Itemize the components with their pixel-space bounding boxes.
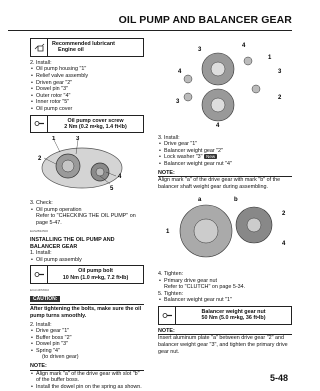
step-2-item-6: • Inner rotor "5" [30, 99, 144, 106]
fig1-label-4: 4 [242, 43, 246, 49]
install-step-2-item-3: • Dowel pin "3" [30, 341, 144, 348]
install-step-2-item-4: • Spring "4" [30, 348, 144, 355]
right-note-1-text: Align mark "a" of the drive gear with mark "b" of the balancer shaft weight gear during assembling. [158, 177, 281, 190]
fig-label-1: 1 [52, 136, 56, 143]
install-step-2-item-1: • Drive gear "1" [30, 328, 144, 335]
section-code: EAS2B32500 [30, 229, 49, 234]
oil-pump-figure [30, 136, 144, 197]
fig2-label-2: 2 [282, 211, 286, 218]
lubricant-label: Recommended lubricant [52, 41, 115, 47]
fig1-label-3c: 3 [176, 99, 180, 105]
fig-label-3: 3 [76, 136, 80, 143]
wrench-icon [31, 266, 48, 283]
step-2-item-4: • Dowel pin "3" [30, 86, 144, 93]
oil-can-icon [31, 39, 48, 56]
left-column [30, 36, 144, 390]
right-note-1-heading: NOTE: [158, 170, 292, 178]
right-step-3-item-4: • Balancer weight gear nut "4" [158, 161, 292, 168]
install-step-2-head: 2. Install: [30, 321, 52, 328]
page-header [8, 14, 292, 31]
right-note-2-text: Insert aluminum plate "a" between drive gear "2" and balancer weight gear "3", and tighten the primary drive gear nut. [158, 335, 288, 355]
right-step-3-item-1: • Drive gear "1" [158, 141, 292, 148]
fig2-label-1: 1 [166, 229, 170, 236]
step-3-head: 3. Check: [30, 199, 53, 206]
step-3-item: • Oil pump operation [30, 207, 144, 214]
fig-label-5: 5 [110, 186, 114, 193]
install-step-1-head: 1. Install: [30, 250, 52, 257]
fig2-label-4: 4 [282, 241, 286, 248]
torque-box-1 [30, 115, 144, 134]
balancer-exploded-figure [158, 39, 292, 132]
fig1-label-4b: 4 [178, 69, 182, 75]
step-2-item-2: • Relief valve assembly [30, 73, 144, 80]
step-3-ref-2: page 5-47. [36, 219, 62, 226]
torque-2-label: Oil pump bolt [78, 268, 113, 275]
lock-washer-label: Lock washer "3" [164, 154, 203, 161]
step-3-ref-1: Refer to "CHECKING THE OIL PUMP" on [36, 213, 136, 220]
right-column [158, 36, 292, 355]
right-step-3-head: 3. Install: [158, 134, 180, 141]
right-step-4-ref: Refer to "CLUTCH" on page 5-34. [164, 284, 246, 291]
right-step-5-item: • Balancer weight gear nut "1" [158, 297, 292, 304]
torque-3-value: 50 Nm (5.0 m•kg, 36 ft•lb) [201, 315, 266, 322]
fig2-label-b: b [234, 197, 238, 204]
fig-label-2: 2 [38, 156, 42, 163]
step-2-item-3: • Driven gear "2" [30, 80, 144, 87]
torque-box-2 [30, 265, 144, 284]
note-item-1: • Align mark "a" of the drive gear with slot "b" of the buffer boss. [30, 371, 144, 384]
torque-3-label: Balancer weight gear nut [201, 308, 266, 315]
note-heading: NOTE: [30, 363, 144, 371]
torque-box-3 [158, 306, 292, 325]
caution-code: ECA13PM002 [30, 288, 50, 293]
right-step-4-item: • Primary drive gear nut [158, 278, 292, 285]
right-step-3-item-2: • Balancer weight gear "2" [158, 148, 292, 155]
install-step-2-sub: (to driven gear) [42, 354, 79, 361]
lubricant-value: Engine oil [58, 47, 84, 54]
section-heading-2: BALANCER GEAR [30, 243, 78, 250]
right-step-4-head: 4. Tighten: [158, 270, 184, 277]
caution-text: After tightening the bolts, make sure the oil pump turns smoothly. [30, 304, 144, 319]
right-step-5-head: 5. Tighten: [158, 290, 184, 297]
step-2-item-7: • Oil pump cover [30, 106, 144, 113]
fig2-label-a: a [198, 197, 202, 204]
page-number: 5-48 [269, 373, 288, 383]
right-note-2-heading: NOTE: [158, 328, 292, 336]
fig1-label-4c: 4 [216, 123, 220, 129]
torque-2-value: 10 Nm (1.0 m•kg, 7.2 ft•lb) [62, 274, 129, 281]
fig-label-4: 4 [118, 174, 122, 181]
install-step-2-item-2: • Buffer boss "2" [30, 335, 144, 342]
torque-1-value: 2 Nm (0.2 m•kg, 1.4 ft•lb) [64, 123, 127, 130]
lubricant-box [30, 38, 144, 57]
fig1-label-1: 1 [268, 55, 272, 61]
right-step-3-item-3 [158, 154, 292, 161]
gear-alignment-figure [158, 193, 292, 268]
wrench-icon [31, 116, 48, 133]
wrench-icon [159, 307, 176, 324]
caution-badge: CAUTION: [30, 296, 60, 303]
new-part-badge: New [206, 154, 216, 160]
fig1-label-3b: 3 [278, 69, 282, 75]
section-heading-1: INSTALLING THE OIL PUMP AND [30, 236, 115, 243]
page-title: OIL PUMP AND BALANCER GEAR [118, 14, 292, 26]
step-2-head: 2. Install: [30, 59, 52, 66]
step-2-item-1: • Oil pump housing "1" [30, 66, 144, 73]
step-2-item-5: • Outer rotor "4" [30, 93, 144, 100]
fig1-label-3: 3 [198, 47, 202, 53]
torque-1-label: Oil pump cover screw [67, 117, 124, 124]
install-step-1-item: • Oil pump assembly [30, 257, 144, 264]
note-item-2: • Install the dowel pin on the spring as shown. [30, 384, 144, 391]
fig1-label-2: 2 [278, 95, 282, 101]
